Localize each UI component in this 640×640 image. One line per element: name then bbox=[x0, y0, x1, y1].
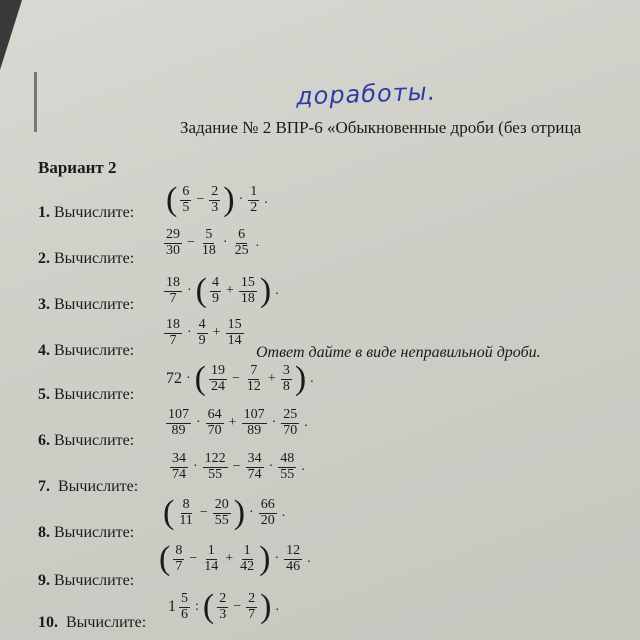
fraction: $\frac{20}{55}$ bbox=[214, 496, 229, 528]
expression-6: $\frac{107}{89}$ · $\frac{64}{70}$ + $\frac{107}{89}$ · $\frac{25}{70}$ . bbox=[168, 407, 308, 438]
fraction: $\frac{2}{3}$ bbox=[219, 590, 227, 622]
handwritten-note: доработы. bbox=[295, 77, 437, 111]
fraction: $\frac{18}{7}$ bbox=[166, 274, 180, 306]
expression-10: 1 $\frac{5}{6}$ : ( $\frac{2}{3}$ − $\frac{2}{7}$ ) . bbox=[168, 588, 279, 625]
expression-3: $\frac{18}{7}$ · ( $\frac{4}{9}$ + $\frac{15}{18}$ ) . bbox=[166, 272, 279, 309]
fraction: $\frac{66}{20}$ bbox=[260, 496, 275, 528]
fraction: $\frac{64}{70}$ bbox=[207, 407, 222, 438]
fraction: $\frac{3}{8}$ bbox=[282, 362, 290, 394]
fraction: $\frac{48}{55}$ bbox=[280, 451, 295, 482]
fraction: $\frac{6}{25}$ bbox=[234, 227, 249, 258]
task-4: 4. Вычислите: bbox=[38, 342, 135, 359]
fraction: $\frac{15}{14}$ bbox=[227, 317, 242, 348]
expression-8: ( $\frac{8}{11}$ − $\frac{20}{55}$ ) · $\frac{66}{20}$ . bbox=[163, 494, 286, 531]
expression-5: 72 · ( $\frac{19}{24}$ − $\frac{7}{12}$ + $\frac{3}{8}$ ) . bbox=[166, 360, 314, 397]
expression-9: ( $\frac{8}{7}$ − $\frac{1}{14}$ + $\frac{1}{42}$ ) · $\frac{12}{46}$ . bbox=[159, 540, 311, 577]
fraction: $\frac{7}{12}$ bbox=[246, 362, 261, 394]
expression-7: $\frac{34}{74}$ · $\frac{122}{55}$ − $\frac{34}{74}$ · $\frac{48}{55}$ . bbox=[172, 451, 305, 482]
margin-mark bbox=[34, 72, 37, 132]
fraction: $\frac{34}{74}$ bbox=[172, 451, 186, 482]
task-5: 5. Вычислите: bbox=[38, 386, 135, 403]
fraction: $\frac{25}{70}$ bbox=[283, 407, 298, 438]
task-3: 3. Вычислите: bbox=[38, 296, 135, 313]
fraction: $\frac{2}{7}$ bbox=[248, 590, 256, 622]
fraction: $\frac{1}{2}$ bbox=[250, 183, 258, 215]
task-1 bbox=[38, 204, 134, 222]
expression-4: $\frac{18}{7}$ · $\frac{4}{9}$ + $\frac{15}{14}$ bbox=[166, 317, 242, 348]
page-corner-shadow bbox=[0, 0, 22, 70]
fraction: $\frac{1}{42}$ bbox=[240, 542, 255, 574]
fraction: $\frac{4}{9}$ bbox=[212, 274, 219, 306]
fraction: $\frac{107}{89}$ bbox=[243, 407, 265, 438]
fraction: $\frac{2}{3}$ bbox=[211, 183, 219, 215]
fraction: $\frac{4}{9}$ bbox=[198, 317, 206, 348]
fraction: $\frac{122}{55}$ bbox=[204, 451, 226, 482]
task-6: 6. Вычислите: bbox=[38, 432, 135, 449]
task-2: 2. Вычислите: bbox=[38, 250, 135, 267]
fraction: $\frac{5}{6}$ bbox=[181, 590, 188, 622]
task-number: 1. bbox=[38, 204, 50, 221]
fraction: $\frac{34}{74}$ bbox=[247, 451, 262, 482]
expression-1: ( $\frac{6}{5}$ − $\frac{2}{3}$ ) · $\frac{1}{2}$ . bbox=[166, 181, 268, 218]
fraction: $\frac{8}{7}$ bbox=[175, 542, 183, 574]
fraction: $\frac{1}{14}$ bbox=[204, 542, 219, 574]
fraction: $\frac{107}{89}$ bbox=[168, 407, 189, 438]
fraction: $\frac{29}{30}$ bbox=[166, 227, 180, 258]
fraction: $\frac{18}{7}$ bbox=[166, 317, 180, 348]
fraction: $\frac{12}{46}$ bbox=[286, 542, 301, 574]
page-title: Задание № 2 ВПР-6 «Обыкновенные дроби (без отрица bbox=[180, 118, 582, 137]
fraction: $\frac{5}{18}$ bbox=[201, 227, 216, 258]
task-7: 7. Вычислите: bbox=[38, 478, 139, 495]
fraction: $\frac{8}{11}$ bbox=[179, 496, 193, 528]
task-10: 10. Вычислите: bbox=[38, 614, 147, 631]
fraction: $\frac{19}{24}$ bbox=[211, 362, 225, 394]
fraction: $\frac{15}{18}$ bbox=[240, 274, 255, 306]
expression-2: $\frac{29}{30}$ − $\frac{5}{18}$ · $\frac{6}{25}$ . bbox=[166, 227, 260, 258]
variant-heading: Вариант 2 bbox=[38, 158, 117, 177]
task-4-note: Ответ дайте в виде неправильной дроби. bbox=[256, 344, 541, 361]
task-8: 8. Вычислите: bbox=[38, 524, 135, 541]
task-label: Вычислите: bbox=[54, 204, 135, 221]
task-9: 9. Вычислите: bbox=[38, 572, 135, 589]
fraction: $\frac{6}{5}$ bbox=[182, 183, 190, 215]
